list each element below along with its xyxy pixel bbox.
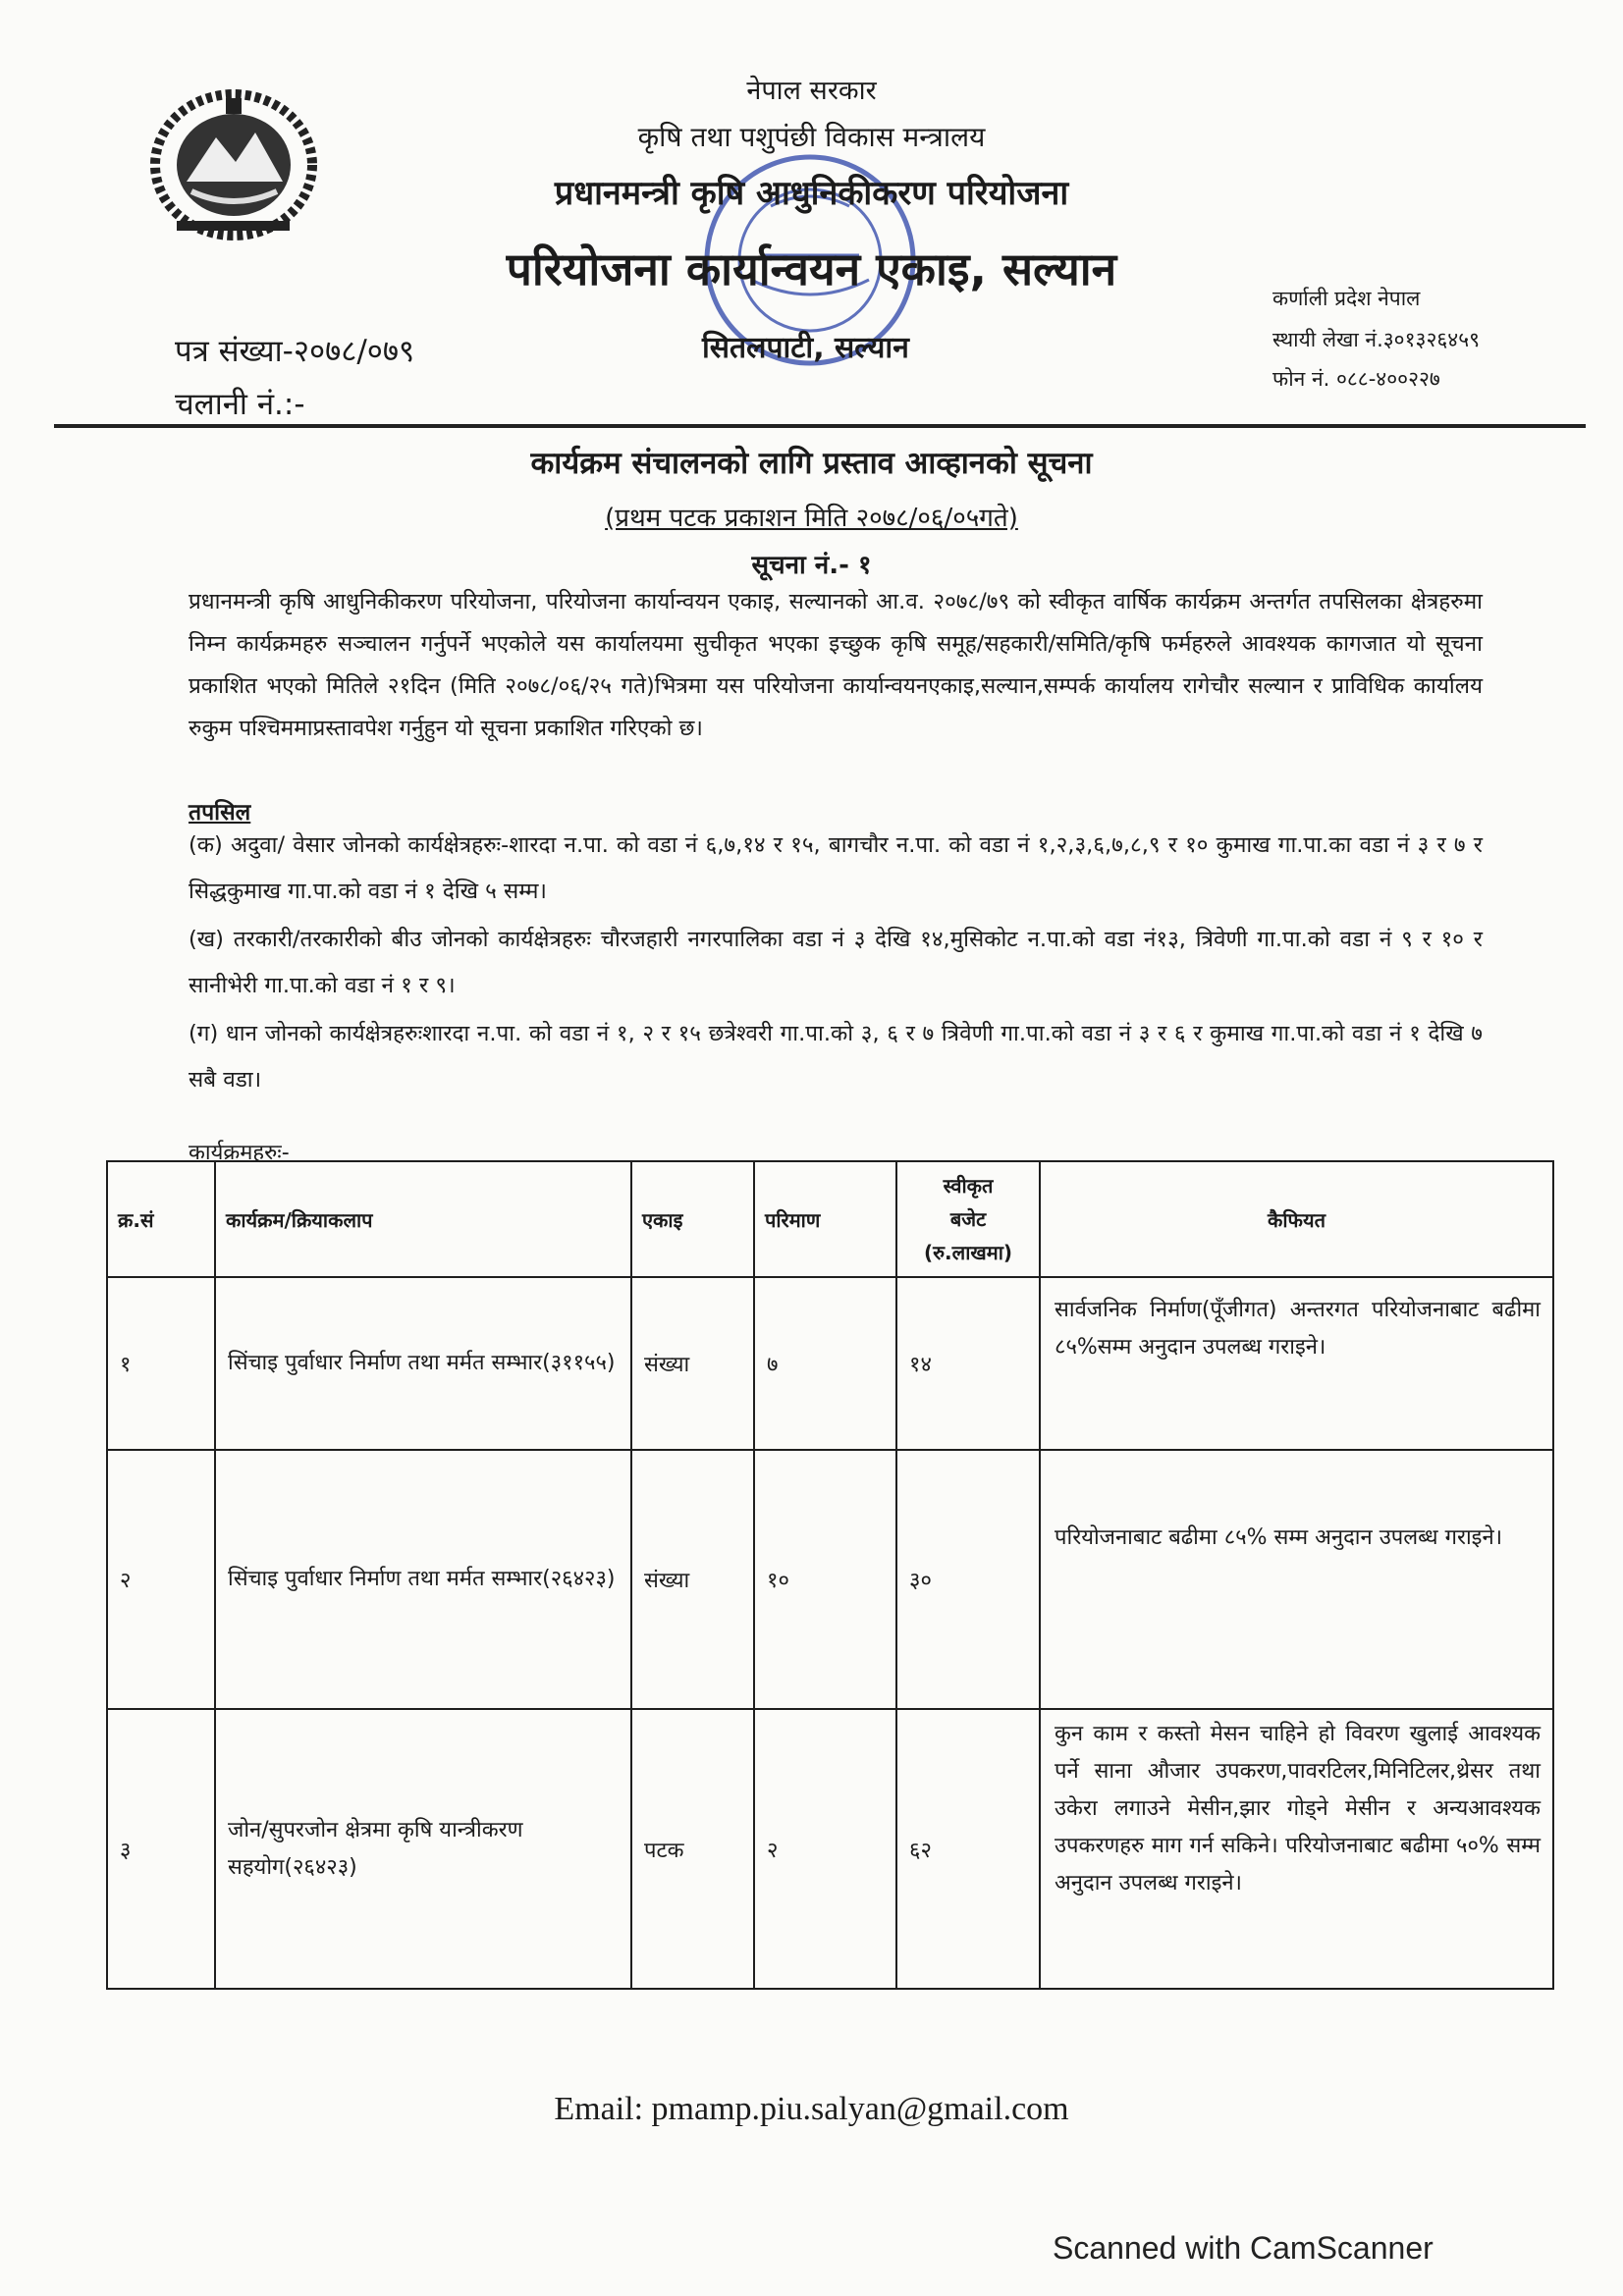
row-remarks: कुन काम र कस्तो मेसन चाहिने हो विवरण खुलाई आवश्यक पर्ने साना औजार उपकरण,पावरटिलर,मिनिटिलर,थ्रेसर तथा उकेरा लगाउने मेसीन,झार गोड्ने मेसीन र अन्यआवश्यक उपकरणहरु माग गर्न सकिने। परियोजनाबाट बढीमा ५०% सम्म अनुदान उपलब्ध गराइने। [1040,1709,1553,1989]
schedule-heading: तपसिल [189,800,251,826]
row-activity: जोन/सुपरजोन क्षेत्रमा कृषि यान्त्रीकरण सहयोग(२६४२३) [215,1709,631,1989]
row-activity: सिंचाइ पुर्वाधार निर्माण तथा मर्मत सम्भार(२६४२३) [215,1450,631,1709]
header-serial: क्र.सं [107,1161,215,1277]
row-unit: संख्या [631,1450,754,1709]
zone-kha: (ख) तरकारी/तरकारीको बीउ जोनको कार्यक्षेत्रहरुः चौरजहारी नगरपालिका वडा नं ३ देखि १४,मुसिकोट न.पा.को वडा नं१३, त्रिवेणी गा.पा.को वडा नं ९ र १० र सानीभेरी गा.पा.को वडा नं १ र ९। [189,927,1483,998]
header-remarks: कैफियत [1040,1161,1553,1277]
table-header-row [107,1161,1553,1277]
header-budget [896,1161,1040,1277]
province-name: कर्णाली प्रदेश नेपाल [1272,287,1421,310]
publish-date: (प्रथम पटक प्रकाशन मिति २०७८/०६/०५गते) [605,504,1018,533]
header-unit: एकाइ [631,1161,754,1277]
header-divider [54,424,1586,428]
header-budget-line2: बजेट [949,1207,987,1231]
zone-ka: (क) अदुवा/ वेसार जोनको कार्यक्षेत्रहरुः-शारदा न.पा. को वडा नं ६,७,१४ र १५, बागचौर न.पा. को वडा नं १,२,३,६,७,८,९ र १० कुमाख गा.पा.का वडा नं ३ र ७ र सिद्धकुमाख गा.पा.को वडा नं १ देखि ५ सम्म। [189,832,1483,904]
header-quantity: परिमाण [754,1161,896,1277]
row-activity: सिंचाइ पुर्वाधार निर्माण तथा मर्मत सम्भार(३११५५) [215,1277,631,1450]
office-location: सितलपाटी, सल्यान [702,331,909,365]
notice-title: कार्यक्रम संचालनको लागि प्रस्ताव आव्हानको सूचना [530,446,1093,481]
row-budget: १४ [896,1277,1040,1450]
ministry-name: कृषि तथा पशुपंछी विकास मन्त्रालय [637,121,986,153]
row-serial: ३ [107,1709,215,1989]
scanner-watermark: Scanned with CamScanner [1053,2230,1434,2266]
dispatch-number: चलानी नं.:- [175,387,305,422]
row-serial: २ [107,1450,215,1709]
row-quantity: ७ [754,1277,896,1450]
row-remarks: सार्वजनिक निर्माण(पूँजीगत) अन्तरगत परियोजनाबाट बढीमा ८५%सम्म अनुदान उपलब्ध गराइने। [1040,1277,1553,1450]
header-activity: कार्यक्रम/क्रियाकलाप [215,1161,631,1277]
project-name: प्रधानमन्त्री कृषि आधुनिकीकरण परियोजना [554,174,1069,213]
notice-number: सूचना नं.- १ [751,551,872,580]
row-serial: १ [107,1277,215,1450]
header-budget-line3: (रु.लाखमा) [923,1241,1013,1264]
row-quantity: २ [754,1709,896,1989]
row-unit: संख्या [631,1277,754,1450]
nepal-government-emblem [147,88,319,245]
header-budget-line1: स्वीकृत [943,1174,994,1198]
table-row [107,1277,1553,1450]
contact-email: Email: pmamp.piu.salyan@gmail.com [554,2091,1069,2127]
row-remarks: परियोजनाबाट बढीमा ८५% सम्म अनुदान उपलब्ध गराइने। [1040,1450,1553,1709]
zone-ga: (ग) धान जोनको कार्यक्षेत्रहरुःशारदा न.पा. को वडा नं १, २ र १५ छत्रेश्वरी गा.पा.को ३, ६ र ७ त्रिवेणी गा.पा.को वडा नं ३ र ६ र कुमाख गा.पा.को वडा नं १ देखि ७ सबै वडा। [189,1021,1483,1093]
phone-number: फोन नं. ०८८-४००२२७ [1272,367,1440,391]
account-number: स्थायी लेखा नं.३०१३२६४५९ [1272,328,1481,351]
programs-table [106,1160,1554,1990]
office-name: परियोजना कार्यान्वयन एकाइ, सल्यान [506,242,1117,295]
programs-heading: कार्यक्रमहरुः- [189,1141,290,1165]
row-quantity: १० [754,1450,896,1709]
notice-body: प्रधानमन्त्री कृषि आधुनिकीकरण परियोजना, परियोजना कार्यान्वयन एकाइ, सल्यानको आ.व. २०७८/७९ को स्वीकृत वार्षिक कार्यक्रम अन्तर्गत तपसिलका क्षेत्रहरुमा निम्न कार्यक्रमहरु सञ्चालन गर्नुपर्ने भएकोले यस कार्यालयमा सुचीकृत भएका इच्छुक कृषि समूह/सहकारी/समिति/कृषि फर्महरुले आवश्यक कागजात यो सूचना प्रकाशित भएको मितिले २१दिन (मिति २०७८/०६/२५ गते)भित्रमा यस परियोजना कार्यान्वयनएकाइ,सल्यान,सम्पर्क कार्यालय रागेचौर सल्यान र प्राविधिक कार्यालय रुकुम पश्चिममाप्रस्तावपेश गर्नुहुन यो सूचना प्रकाशित गरिएको छ। [189,589,1483,741]
row-budget: ३० [896,1450,1040,1709]
table-row [107,1709,1553,1989]
row-budget: ६२ [896,1709,1040,1989]
reference-number: पत्र संख्या-२०७८/०७९ [175,334,415,369]
row-unit: पटक [631,1709,754,1989]
govt-name: नेपाल सरकार [746,76,877,106]
table-row [107,1450,1553,1709]
